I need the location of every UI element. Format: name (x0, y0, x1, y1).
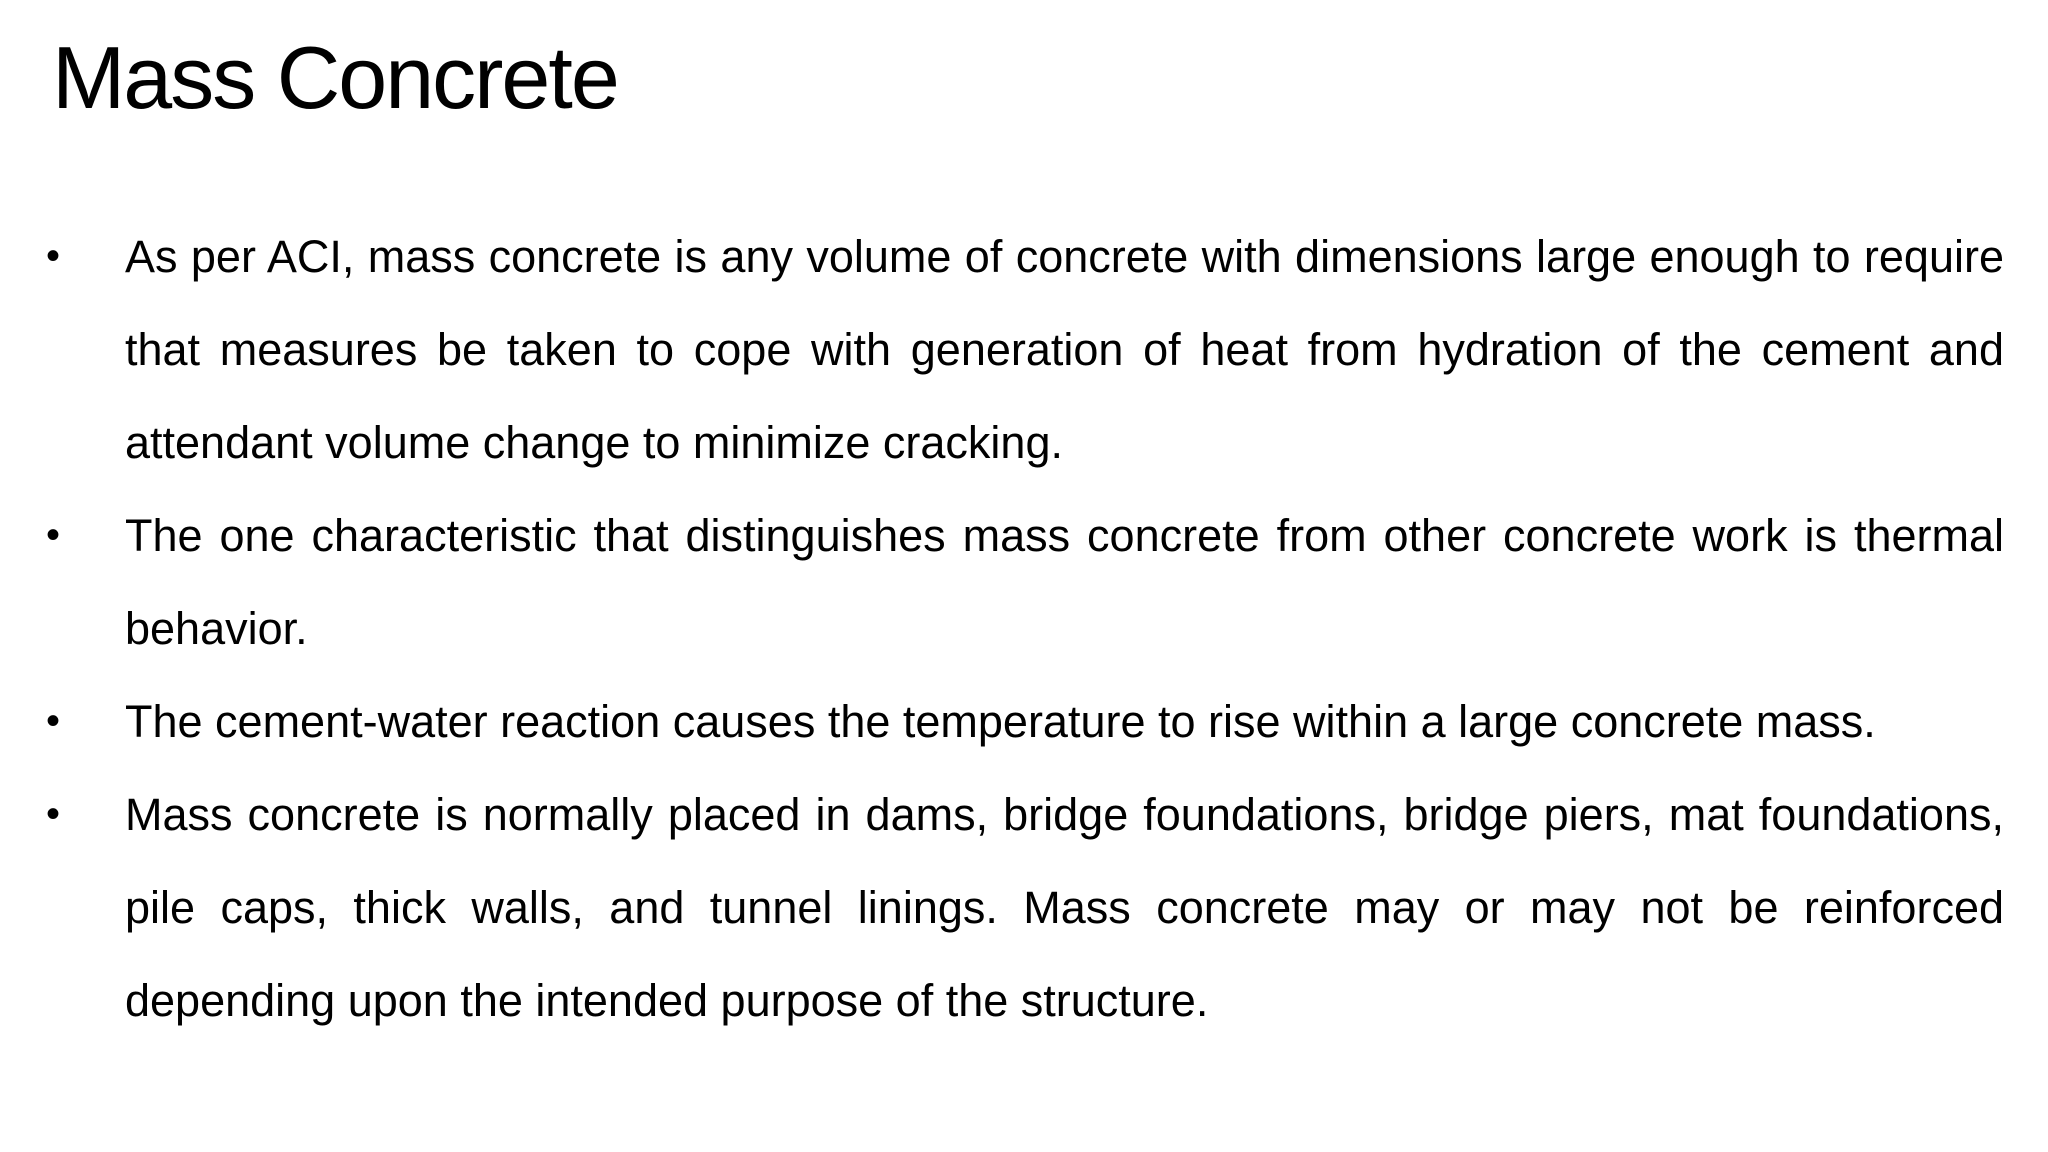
bullet-icon: • (46, 513, 61, 557)
bullet-icon: • (46, 792, 61, 836)
bullet-text: The cement-water reaction causes the temperature to rise within a large concrete mass. (125, 696, 1876, 747)
bullet-text: The one characteristic that distinguishes mass concrete from other concrete work is thermal behavior. (125, 510, 2004, 654)
bullet-item-applications (0, 768, 2048, 1047)
slide-title: Mass Concrete (52, 28, 618, 127)
bullet-text: Mass concrete is normally placed in dams, bridge foundations, bridge piers, mat foundations, pile caps, thick walls, and tunnel linings. Mass concrete may or may not be reinforced depending upon the intended purpose of the structure. (125, 789, 2004, 1026)
bullet-item-temperature-rise (0, 675, 2048, 768)
bullet-list (0, 210, 2048, 1047)
bullet-text: As per ACI, mass concrete is any volume of concrete with dimensions large enough to require that measures be taken to cope with generation of heat from hydration of the cement and attendant volume change to minimize cracking. (125, 231, 2004, 468)
bullet-item-thermal-behavior (0, 489, 2048, 675)
bullet-item-aci-definition (0, 210, 2048, 489)
bullet-icon: • (46, 699, 61, 743)
bullet-icon: • (46, 234, 61, 278)
